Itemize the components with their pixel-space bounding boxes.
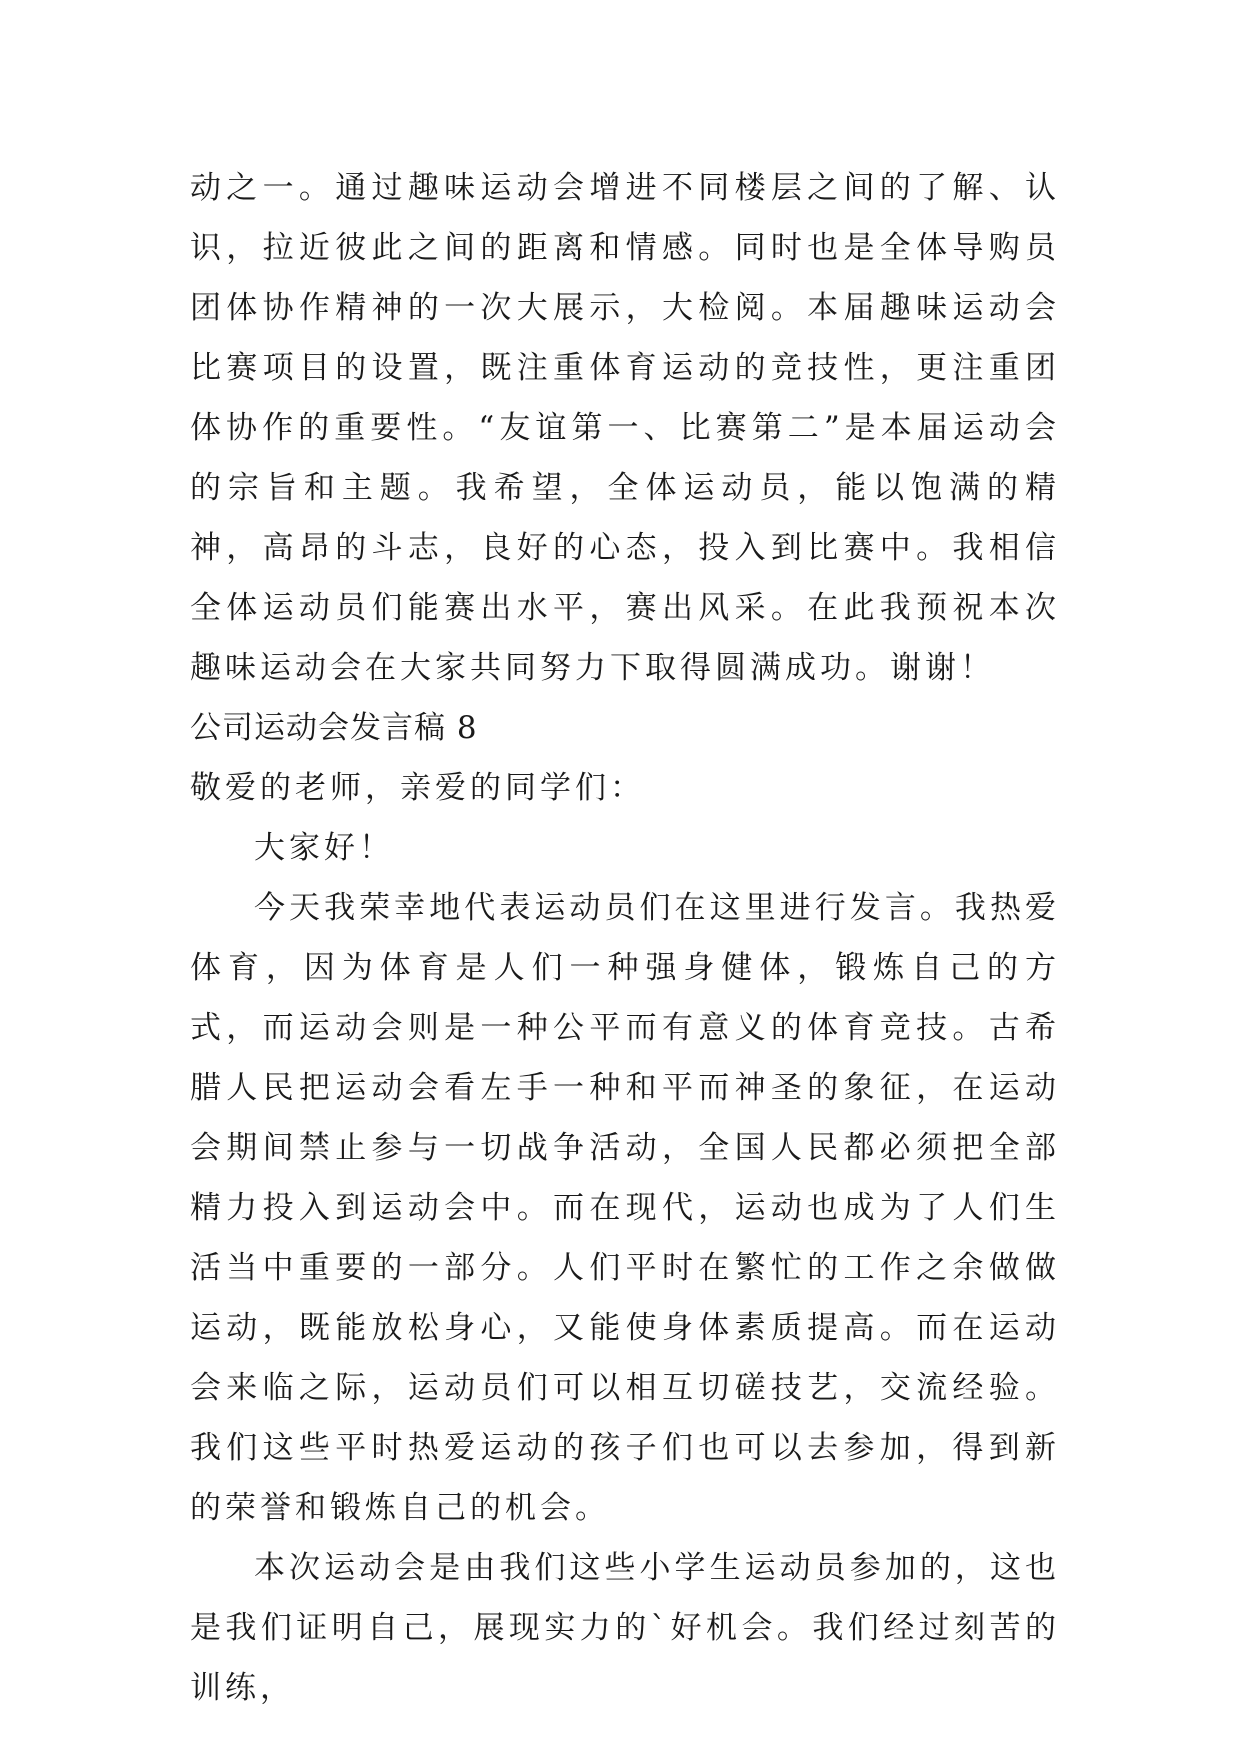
document-body: [190, 158, 1060, 1718]
paragraph-1: 今天我荣幸地代表运动员们在这里进行发言。我热爱体育，因为体育是人们一种强身健体，锻炼自己的方式，而运动会则是一种公平而有意义的体育竞技。古希腊人民把运动会看左手一种和平而神圣的象征，在运动会期间禁止参与一切战争活动，全国人民都必须把全部精力投入到运动会中。而在现代，运动也成为了人们生活当中重要的一部分。人们平时在繁忙的工作之余做做运动，既能放松身心，又能使身体素质提高。而在运动会来临之际，运动员们可以相互切磋技艺，交流经验。我们这些平时热爱运动的孩子们也可以去参加，得到新的荣誉和锻炼自己的机会。: [190, 890, 1060, 1526]
greeting: 大家好！: [254, 830, 394, 866]
salutation: 敬爱的老师，亲爱的同学们：: [190, 770, 645, 806]
section-title: 公司运动会发言稿 8: [190, 710, 478, 746]
paragraph-2: 本次运动会是由我们这些小学生运动员参加的，这也是我们证明自己，展现实力的`好机会。我们经过刻苦的训练，: [190, 1550, 1060, 1706]
paragraph-continued: 动之一。通过趣味运动会增进不同楼层之间的了解、认识，拉近彼此之间的距离和情感。同时也是全体导购员团体协作精神的一次大展示，大检阅。本届趣味运动会比赛项目的设置，既注重体育运动的竞技性，更注重团体协作的重要性。“友谊第一、比赛第二”是本届运动会的宗旨和主题。我希望，全体运动员，能以饱满的精神，高昂的斗志，良好的心态，投入到比赛中。我相信全体运动员们能赛出水平，赛出风采。在此我预祝本次趣味运动会在大家共同努力下取得圆满成功。谢谢！: [190, 170, 1060, 686]
